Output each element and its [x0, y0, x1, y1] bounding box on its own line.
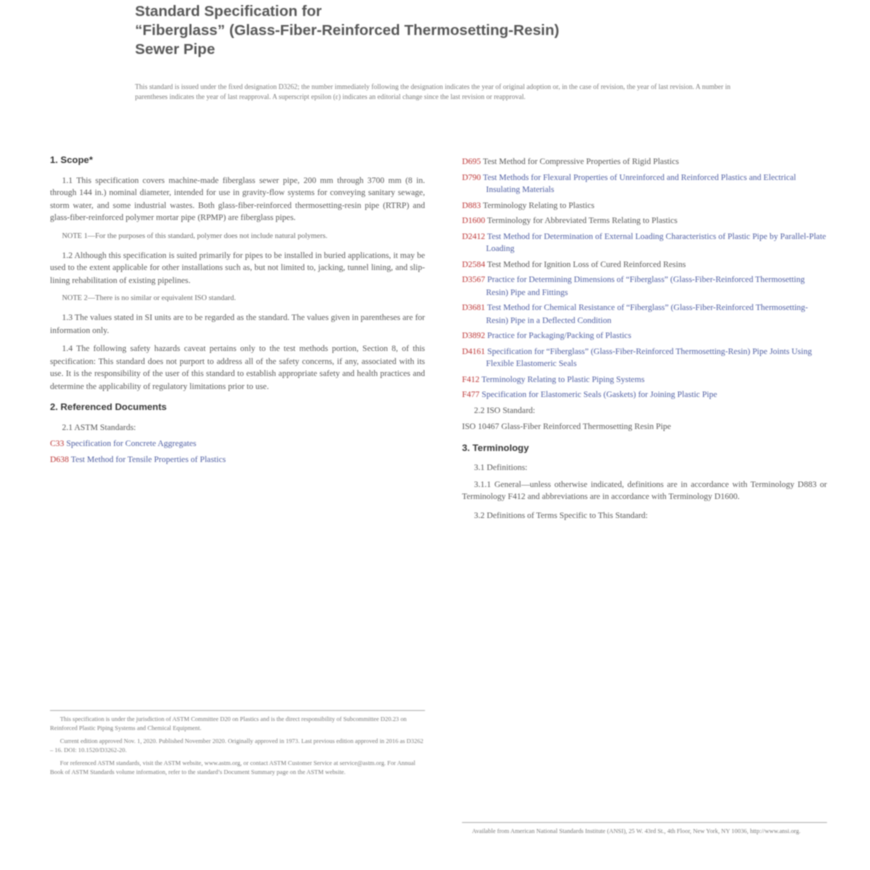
reference-item[interactable]: [462, 214, 827, 227]
reference-item[interactable]: [462, 301, 827, 326]
scope-paragraph-1: 1.1 This specification covers machine-made fiberglass sewer pipe, 200 mm through 3700 mm (8 in. through 144 in.) nominal diameter, intended for use in gravity-flow systems for conveying sanitary sewage, storm water, and some industrial wastes. Both glass-fiber-reinforced thermosetting-resin pipe (RTRP) and glass-fiber-reinforced polymer mortar pipe (RPMP) are fiberglass pipes.: [50, 174, 425, 222]
astm-standards-subheading: 2.1 ASTM Standards:: [62, 421, 136, 432]
reference-title[interactable]: Test Method for Determination of External Loading Characteristics of Plastic Pipe by Parallel-Plate Loading: [486, 230, 826, 253]
reference-title[interactable]: Terminology for Abbreviated Terms Relating to Plastics: [487, 215, 678, 225]
iso-standard-subheading: 2.2 ISO Standard:: [474, 404, 536, 415]
reference-title[interactable]: Test Methods for Flexural Properties of Unreinforced and Reinforced Plastics and Electrical Insulating Materials: [482, 171, 796, 194]
reference-code[interactable]: D695: [462, 156, 481, 166]
terminology-specific: 3.2 Definitions of Terms Specific to This Standard:: [474, 509, 648, 520]
reference-item[interactable]: [462, 155, 827, 168]
right-column: [462, 155, 827, 525]
reference-title[interactable]: Terminology Relating to Plastics: [482, 199, 595, 210]
reference-item[interactable]: [462, 171, 827, 196]
reference-code[interactable]: D4161: [462, 345, 486, 356]
footnote-4: Available from American National Standards Institute (ANSI), 25 W. 43rd St., 4th Floor, New York, NY 10036, http://www.ansi.org.: [472, 828, 801, 835]
reference-item[interactable]: [462, 258, 827, 271]
title-line-1: Standard Specification for: [135, 3, 322, 20]
reference-title[interactable]: Test Method for Compressive Properties of Rigid Plastics: [482, 156, 679, 166]
reference-code[interactable]: D1600: [462, 215, 486, 225]
reference-item[interactable]: [462, 329, 827, 342]
reference-item[interactable]: [462, 199, 827, 212]
footnote-3: For referenced ASTM standards, visit the ASTM website, www.astm.org, or contact ASTM Customer Service at service@astm.org. For Annual Book of ASTM Standards volume information, refer to the standard’s Document Summary page on the ASTM website.: [50, 760, 416, 776]
scope-note-1: NOTE 1—For the purposes of this standard, polymer does not include natural polymers.: [62, 230, 328, 240]
terminology-heading: 3. Terminology: [462, 442, 529, 454]
reference-item[interactable]: [462, 345, 827, 370]
reference-code[interactable]: D638: [50, 453, 69, 464]
reference-title[interactable]: Specification for Concrete Aggregates: [66, 438, 197, 448]
referenced-documents-heading: 2. Referenced Documents: [50, 402, 167, 413]
title-line-3: Sewer Pipe: [135, 41, 216, 58]
iso-reference: [462, 420, 827, 433]
reference-title[interactable]: Specification for Elastomeric Seals (Gaskets) for Joining Plastic Pipe: [481, 389, 718, 399]
reference-code[interactable]: D3681: [462, 302, 486, 312]
reference-title[interactable]: Specification for “Fiberglass” (Glass-Fiber-Reinforced Thermosetting-Resin) Pipe Joints Using Flexible Elastomeric Seals: [486, 345, 812, 368]
reference-code[interactable]: D2412: [462, 230, 486, 241]
reference-item[interactable]: [462, 230, 827, 255]
right-footnotes: [462, 822, 827, 836]
reference-title[interactable]: Practice for Packaging/Packing of Plastics: [487, 330, 632, 340]
scope-paragraph-4: 1.4 The following safety hazards caveat pertains only to the test methods portion, Section 8, of this specification: This standard does not purport to address all of the safety concerns, if any, associated with its use. It is the responsibility of the user of this standard to establish appropriate safety and health practices and determine the applicability of regulatory limitations prior to use.: [50, 343, 425, 391]
reference-title[interactable]: Test Method for Tensile Properties of Plastics: [70, 453, 226, 464]
document-title: [135, 2, 745, 59]
reference-title[interactable]: Terminology Relating to Plastic Piping Systems: [481, 373, 645, 384]
reference-code[interactable]: F412: [462, 373, 480, 384]
reference-title[interactable]: Test Method for Ignition Loss of Cured Reinforced Resins: [487, 258, 686, 269]
footnote-2: Current edition approved Nov. 1, 2020. Published November 2020. Originally approved in 1973. Last previous edition approved in 2016 as D3262 – 16. DOI: 10.1520/D3262-20.: [50, 738, 424, 754]
issuance-note: This standard is issued under the fixed designation D3262; the number immediately following the designation indicates the year of original adoption or, in the case of revision, the year of last revision. A number in parentheses indicates the year of last reapproval. A superscript epsilon (ε) indicates an editorial change since the last revision or reapproval.: [135, 83, 731, 101]
title-line-2: “Fiberglass” (Glass-Fiber-Reinforced Thermosetting-Resin): [135, 22, 560, 39]
scope-paragraph-2: 1.2 Although this specification is suited primarily for pipes to be installed in buried applications, it may be used to the extent applicable for other installations such as, but not limited to, jacking, tunnel lining, and slip-lining rehabilitation of existing pipelines.: [50, 249, 425, 285]
reference-code[interactable]: D2584: [462, 258, 486, 269]
scope-note-2: NOTE 2—There is no similar or equivalent ISO standard.: [62, 293, 236, 302]
reference-code[interactable]: F477: [462, 389, 480, 399]
reference-code[interactable]: D883: [462, 199, 481, 210]
reference-item[interactable]: [462, 373, 827, 386]
reference-title[interactable]: Test Method for Chemical Resistance of “Fiberglass” (Glass-Fiber-Reinforced Thermosetting-Resin) Pipe in a Deflected Condition: [486, 302, 809, 325]
reference-item[interactable]: [50, 437, 425, 450]
reference-item[interactable]: [462, 388, 827, 401]
terminology-definitions: 3.1 Definitions:: [474, 462, 528, 472]
reference-code[interactable]: D3892: [462, 330, 486, 340]
reference-code[interactable]: D790: [462, 171, 481, 182]
scope-paragraph-3: 1.3 The values stated in SI units are to be regarded as the standard. The values given in parentheses are for information only.: [50, 312, 425, 335]
footnote-1: This specification is under the jurisdiction of ASTM Committee D20 on Plastics and is the direct responsibility of Subcommittee D20.23 on Reinforced Plastic Piping Systems and Chemical Equipment.: [50, 716, 407, 732]
left-footnotes: [50, 710, 425, 781]
left-column: [50, 155, 425, 468]
reference-item[interactable]: [50, 453, 425, 466]
reference-code[interactable]: C33: [50, 438, 65, 448]
terminology-general: 3.1.1 General—unless otherwise indicated, definitions are in accordance with Terminology D883 or Terminology F412 and abbreviations are in accordance with Terminology D1600.: [462, 478, 827, 501]
scope-heading: 1. Scope*: [50, 155, 93, 166]
reference-list: [462, 155, 827, 401]
reference-title[interactable]: Practice for Determining Dimensions of “Fiberglass” (Glass-Fiber-Reinforced Thermosetting Resin) Pipe and Fittings: [486, 274, 805, 297]
reference-item[interactable]: [462, 273, 827, 298]
reference-code[interactable]: D3567: [462, 274, 486, 284]
iso-reference-title: ISO 10467 Glass-Fiber Reinforced Thermosetting Resin Pipe: [462, 421, 672, 431]
